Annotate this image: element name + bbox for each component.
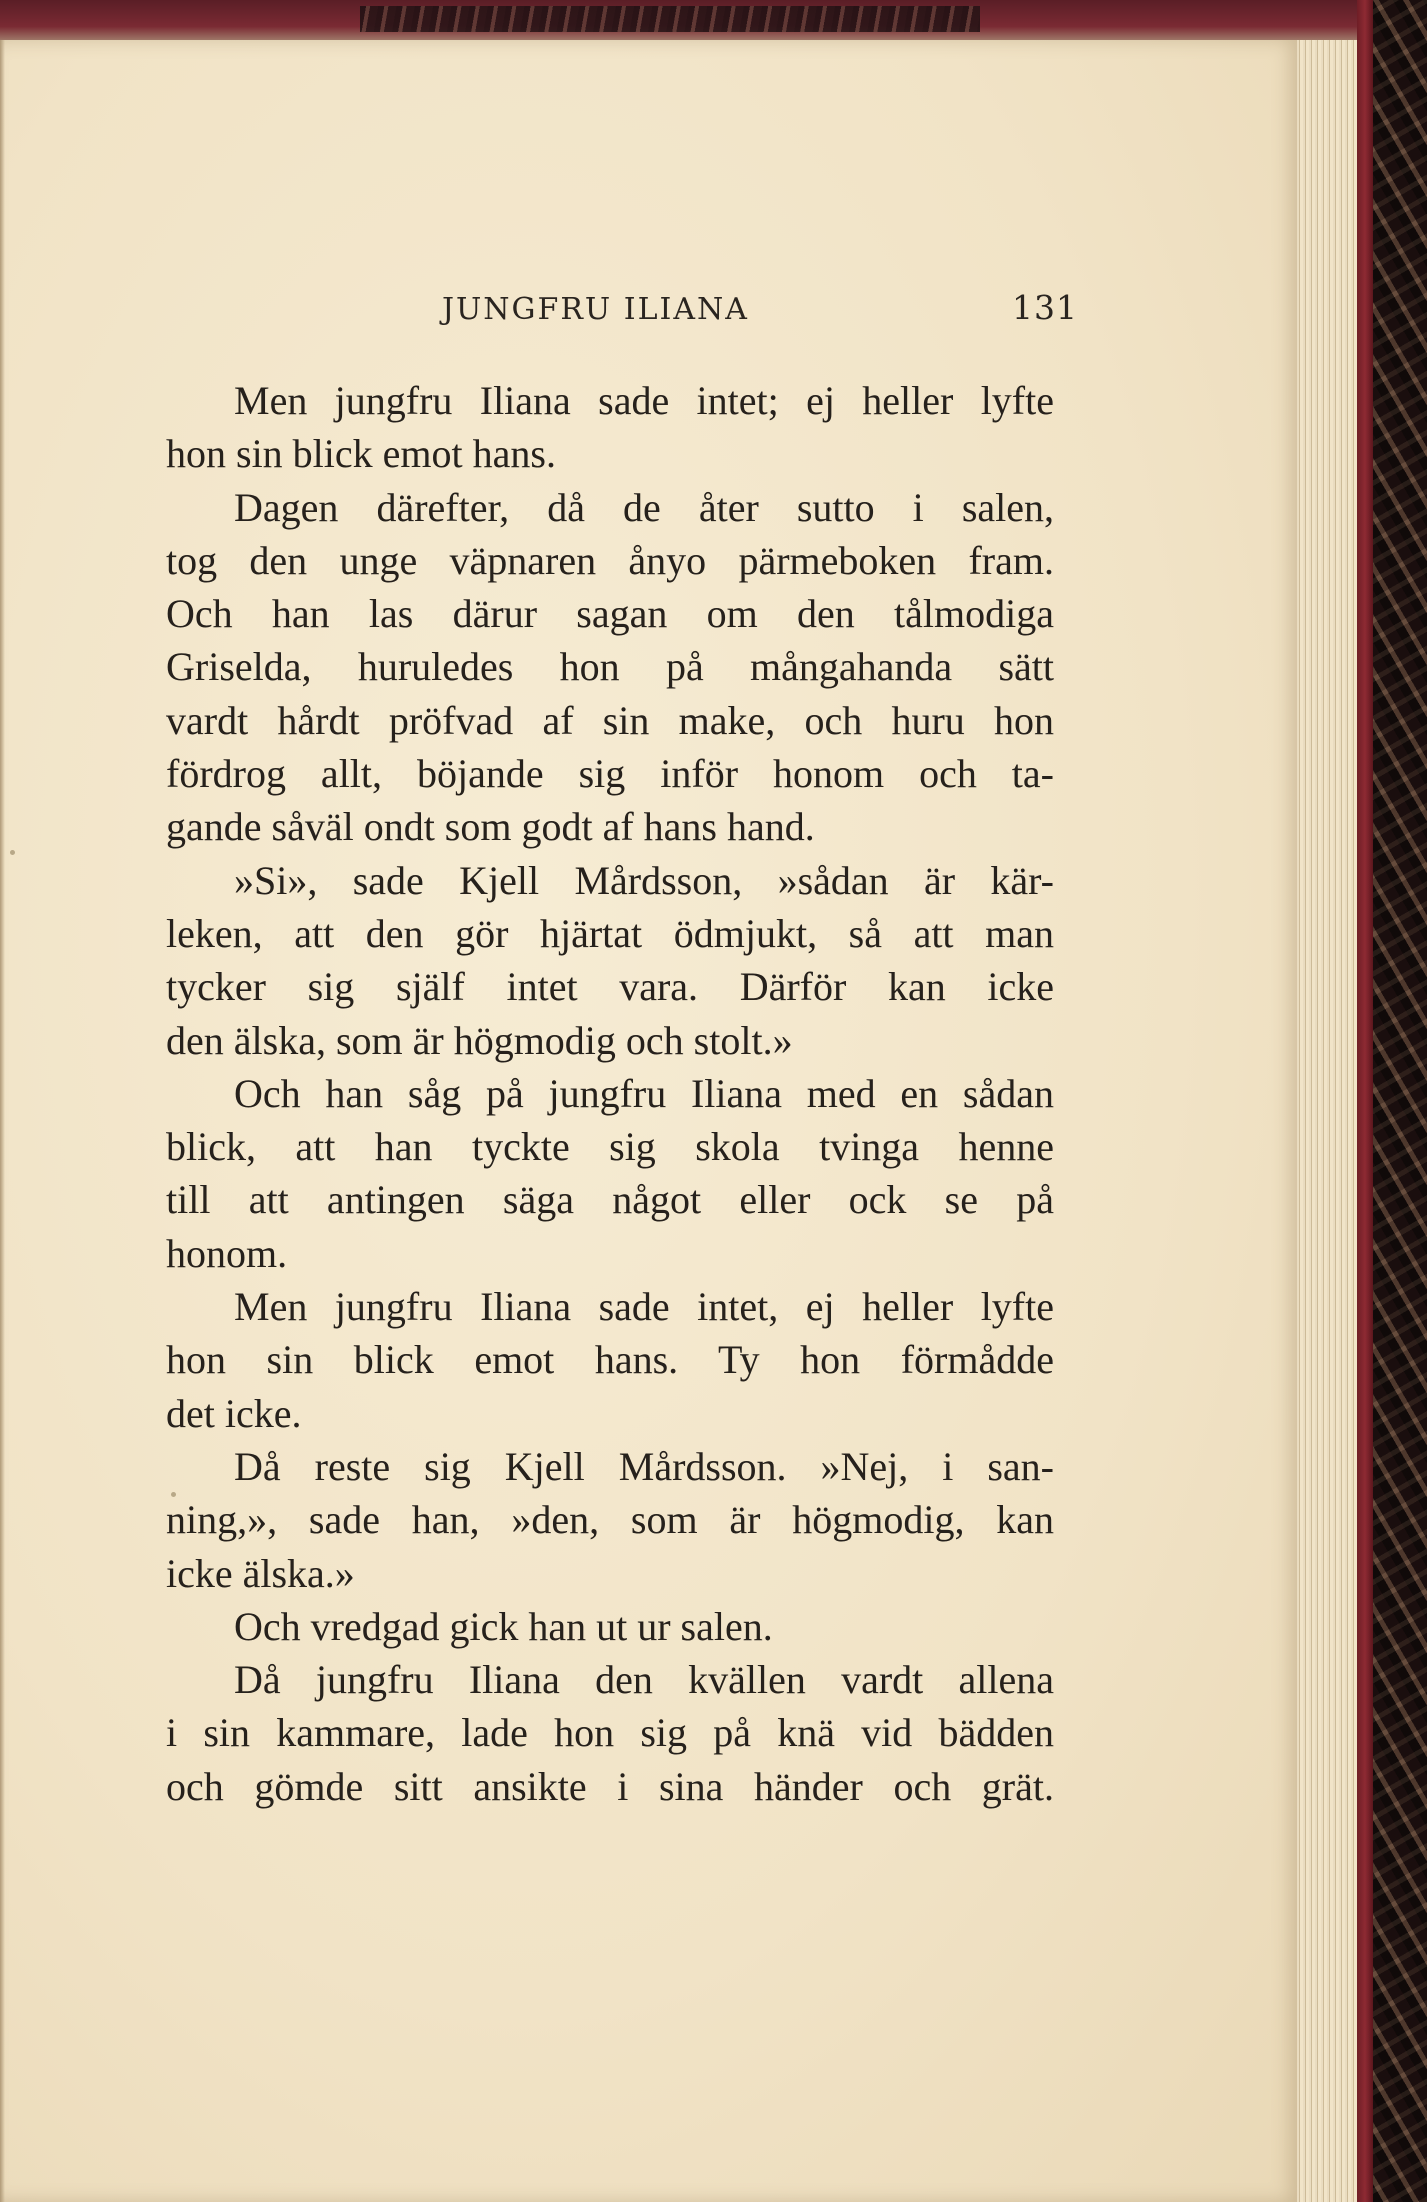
text-line: Och vredgad gick han ut ur salen. [234,1603,773,1649]
page-number: 131 [1012,288,1078,327]
page-header [166,288,1078,334]
text-line: och gömde sitt ansikte i sina händer och grät. [166,1763,1054,1809]
text-line: hon sin blick emot hans. [166,431,556,477]
text-line: Men jungfru Iliana sade intet, ej heller lyfte [234,1284,1054,1330]
text-line: vardt hårdt pröfvad af sin make, och huru hon [166,697,1054,743]
text-line: »Si», sade Kjell Mårdsson, »sådan är kär- [234,857,1054,903]
text-line: Då jungfru Iliana den kvällen vardt allena [234,1657,1054,1703]
body-text [166,374,1054,1813]
text-line: Och han såg på jungfru Iliana med en sådan [234,1070,1054,1116]
text-line: icke älska.» [166,1550,355,1596]
text-line: ning,», sade han, »den, som är högmodig, kan [166,1497,1054,1543]
text-line: Men jungfru Iliana sade intet; ej heller lyfte [234,378,1054,423]
text-line: tycker sig själf intet vara. Därför kan icke [166,964,1054,1010]
text-line: i sin kammare, lade hon sig på knä vid bädden [166,1710,1054,1756]
text-line: gande såväl ondt som godt af hans hand. [166,804,815,850]
text-line: honom. [166,1230,288,1276]
text-line: den älska, som är högmodig och stolt.» [166,1017,793,1063]
text-line: det icke. [166,1390,302,1436]
marbled-cover [1373,0,1427,2202]
text-line: leken, att den gör hjärtat ödmjukt, så att man [166,910,1054,956]
text-line: hon sin blick emot hans. Ty hon förmådde [166,1337,1054,1383]
paper-speck [10,850,15,855]
text-line: Då reste sig Kjell Mårdsson. »Nej, i san- [234,1443,1054,1489]
page-left-edge [0,40,5,2202]
text-line: Griselda, huruledes hon på mångahanda sätt [166,644,1054,690]
text-line: blick, att han tyckte sig skola tvinga henne [166,1124,1054,1170]
page-stack-edge [1297,40,1357,2202]
text-line: Och han las därur sagan om den tålmodiga [166,591,1054,637]
text-line: Dagen därefter, då de åter sutto i salen, [234,484,1054,530]
text-line: fördrog allt, böjande sig inför honom och ta- [166,751,1054,797]
text-line: till att antingen säga något eller ock se på [166,1177,1054,1223]
text-line: tog den unge väpnaren ånyo pärmeboken fram. [166,537,1054,583]
cover-rim [1357,0,1373,2202]
running-title: JUNGFRU ILIANA [442,292,749,327]
